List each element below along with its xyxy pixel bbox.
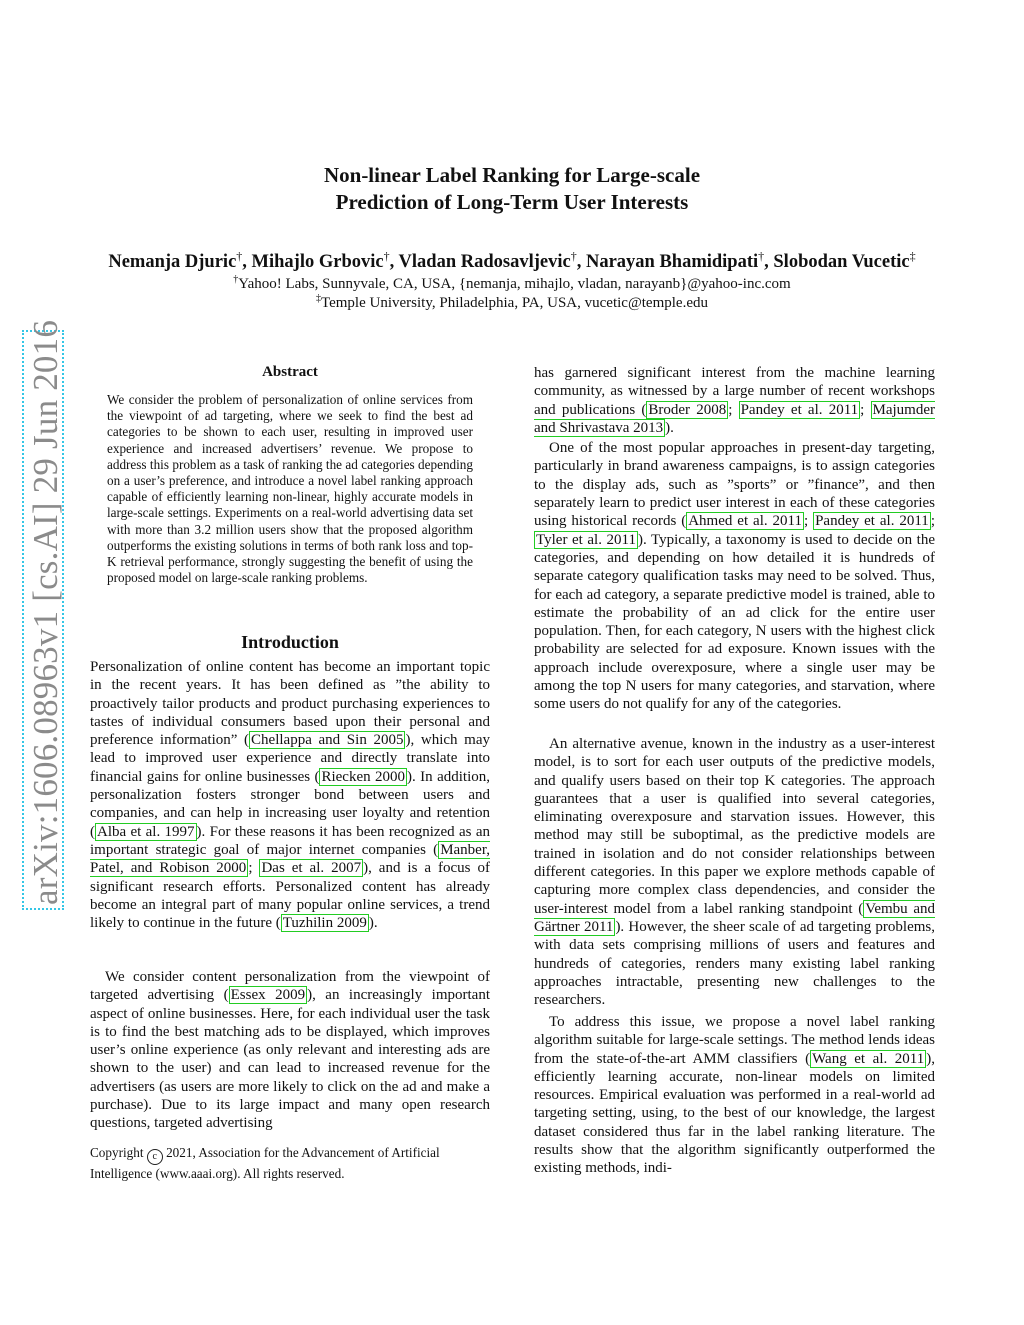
paragraph-text: ). In addition, personalization fosters stronger bond between users and companies, and can help in increasing user loyalty and retention ( bbox=[90, 768, 490, 840]
paragraph-text: ), efficiently learning accurate, non-linear models on limited resources. Empirical evaluation was performed in a real-world ad targeting setting, using, to the best of our knowledge, the largest dataset considered thus far in the label ranking literature. The results show that the algorithm significantly outperformed the existing methods, indi- bbox=[534, 1050, 936, 1177]
citation-link[interactable]: Alba et al. 1997 bbox=[97, 823, 195, 840]
citation-link[interactable]: Tyler et al. 2011 bbox=[536, 531, 636, 548]
abstract-text: We consider the problem of personalization of online services from the viewpoint of ad targeting, where we seek to find the best ad categories to be shown to each user, resulting in improved user experience and increased advertisers’ revenue. We propose to address this problem as a task of ranking the ad categories depending on a user’s preference, and introduce a novel label ranking approach capable of efficiently learning non-linear, highly accurate models in large-scale settings. Experiments on a real-world advertising data set with more than 3.2 million users show that the proposed algorithm outperforms the existing solutions in terms of both rank loss and top-K retrieval performance, strongly suggesting the benefit of using the proposed model on large-scale ranking problems. bbox=[107, 392, 473, 586]
title-line-1: Non-linear Label Ranking for Large-scale bbox=[323, 163, 701, 187]
citation-link[interactable]: Chellappa and Sin 2005 bbox=[251, 732, 404, 749]
arxiv-identifier[interactable]: arXiv:1606.08963v1 [cs.AI] 29 Jun 2016 bbox=[26, 319, 65, 905]
left-column-paragraph-1 bbox=[90, 658, 490, 932]
affiliation-text: Yahoo! Labs, Sunnyvale, CA, USA, {nemanja, mihajlo, vladan, narayanb}@yahoo-inc.com bbox=[238, 276, 791, 292]
copyright-notice bbox=[90, 1144, 490, 1182]
paragraph-text: ). bbox=[368, 915, 378, 932]
paragraph-text: has garnered significant interest from the machine learning community, as witnessed by a large number of recent workshops and publications ( bbox=[534, 365, 935, 418]
right-column-paragraph-proposal bbox=[534, 1013, 935, 1178]
citation-link[interactable]: Vembu and Gärtner 2011 bbox=[534, 900, 935, 935]
affiliation-mark: † bbox=[233, 274, 239, 285]
paragraph-text: ; bbox=[803, 513, 814, 530]
citation-link[interactable]: Essex 2009 bbox=[230, 987, 306, 1004]
paragraph-text: An alternative avenue, known in the industry as a user-interest model, is to sort for each user outputs of the predictive models, and qualify users based on their top K categories. The approach guarantees that a user is qualified into several categories, eliminating overexposure and starvation issues. However, this method may still be suboptimal, as the predictive models are trained in isolation and do not consider relationships between different categories. In this paper we explore methods capable of capturing more complex class dependencies, and consider the user-interest model from a label ranking standpoint ( bbox=[534, 736, 935, 917]
paragraph-text: To address this issue, we propose a novel label ranking algorithm suitable for large-scale settings. The method lends ideas from the state-of-the-art AMM classifiers ( bbox=[534, 1014, 935, 1067]
paragraph-text: ; bbox=[860, 401, 871, 418]
right-column-paragraph-user-interest bbox=[534, 735, 935, 1009]
paragraph-text: Personalization of online content has become an important topic in the recent years. It has been defined as ”the ability to proactively tailor products and product purchasing experiences to tastes of individual consumers based upon their personal and preference information” ( bbox=[90, 659, 490, 749]
paragraph-text: ). bbox=[665, 419, 674, 436]
paragraph-text: ). However, the sheer scale of ad targeting problems, with data sets comprising millions of users and features and hundreds of categories, renders many existing label ranking approaches intractable, presenting new challenges to the researchers. bbox=[534, 918, 936, 1009]
citation-link[interactable]: Majumder and Shrivastava 2013 bbox=[534, 401, 935, 436]
affiliation-mark: ‡ bbox=[315, 293, 321, 304]
author-name: Vladan Radosavljevic bbox=[398, 252, 571, 273]
author-name: Nemanja Djuric bbox=[108, 252, 237, 273]
author-mark: † bbox=[236, 249, 243, 263]
paragraph-text: We consider content personalization from the viewpoint of targeted advertising ( bbox=[90, 969, 490, 1004]
author-name: Mihajlo Grbovic bbox=[251, 252, 384, 273]
paragraph-text: ). Typically, a taxonomy is used to decide on the categories, and depending on how detailed it is hundreds of separate category qualification tasks may need to be solved. Thus, for each ad category, a separate predictive model is trained, able to estimate the probability of an ad click for the entire user population. Then, for each category, N users with the highest click probability are selected for ad exposure. Known issues with the approach include overexposure, where a single user may be among the top N users for many categories, and starvation, where some users do not qualify for any of the categories. bbox=[534, 531, 935, 713]
paragraph-text: ; bbox=[248, 860, 260, 877]
citation-link[interactable]: Wang et al. 2011 bbox=[812, 1050, 925, 1067]
citation-link[interactable]: Pandey et al. 2011 bbox=[815, 513, 929, 530]
citation-link[interactable]: Ahmed et al. 2011 bbox=[688, 513, 802, 530]
paragraph-text: ), and is a focus of significant research efforts. Personalized content has already become an integral part of many popular online services, a trend likely to continue in the future ( bbox=[90, 860, 490, 932]
copyright-text: 2021, Association for the Advancement of Artificial Intelligence (www.aaai.org). All rights reserved. bbox=[90, 1145, 440, 1181]
paragraph-text: ), an increasingly important aspect of online businesses. Here, for each individual user the task is to find the best matching ads to be displayed, which improves user’s online experience (as only relevant and interesting ads are shown to the user) and can lead to increased revenue for the advertisers (as users are more likely to click on the ad and make a purchase). Due to its large impact and many open research questions, targeted advertising bbox=[90, 987, 490, 1132]
author-mark: † bbox=[758, 249, 765, 263]
copyright-icon: c bbox=[147, 1149, 163, 1165]
paper-title bbox=[0, 162, 1024, 216]
author-mark: ‡ bbox=[909, 249, 916, 263]
abstract-heading: Abstract bbox=[262, 364, 318, 380]
citation-link[interactable]: Riecken 2000 bbox=[321, 768, 406, 785]
author-list: Nemanja Djuric†, Mihajlo Grbovic†, Vladan Radosavljevic†, Narayan Bhamidipati†, Slobodan Vucetic‡ bbox=[108, 249, 916, 273]
affiliation-temple bbox=[0, 289, 1024, 313]
citation-link[interactable]: Manber, Patel, and Robison 2000 bbox=[90, 841, 490, 877]
affiliation-text: Temple University, Philadelphia, PA, USA, vucetic@temple.edu bbox=[320, 295, 708, 311]
citation-link[interactable]: Broder 2008 bbox=[648, 401, 727, 418]
author-mark: † bbox=[383, 249, 390, 263]
paragraph-text: One of the most popular approaches in present-day targeting, particularly in brand awareness campaigns, is to assign categories to the display ads, such as ”sports” or ”finance”, and then separately learn to predict user interest in each of these categories using historical records ( bbox=[534, 440, 935, 530]
paragraph-text: ), which may lead to improved user experience and directly translate into financial gains for online businesses ( bbox=[90, 732, 491, 785]
introduction-heading: Introduction bbox=[241, 632, 339, 652]
citation-link[interactable]: Das et al. 2007 bbox=[261, 860, 362, 877]
paragraph-text: ; bbox=[930, 513, 935, 530]
paragraph-text: ). For these reasons it has been recognized as an important strategic goal of major internet companies ( bbox=[90, 823, 490, 858]
paragraph-text: ; bbox=[728, 401, 739, 418]
author-mark: † bbox=[570, 249, 577, 263]
copyright-prefix: Copyright bbox=[90, 1145, 147, 1160]
author-name: Narayan Bhamidipati bbox=[585, 252, 759, 273]
author-name: Slobodan Vucetic bbox=[773, 252, 910, 273]
right-column-top bbox=[534, 364, 935, 714]
citation-link[interactable]: Tuzhilin 2009 bbox=[282, 915, 367, 932]
left-column-paragraph-2 bbox=[90, 968, 490, 1133]
title-line-2: Prediction of Long-Term User Interests bbox=[335, 190, 689, 214]
citation-link[interactable]: Pandey et al. 2011 bbox=[740, 401, 859, 418]
